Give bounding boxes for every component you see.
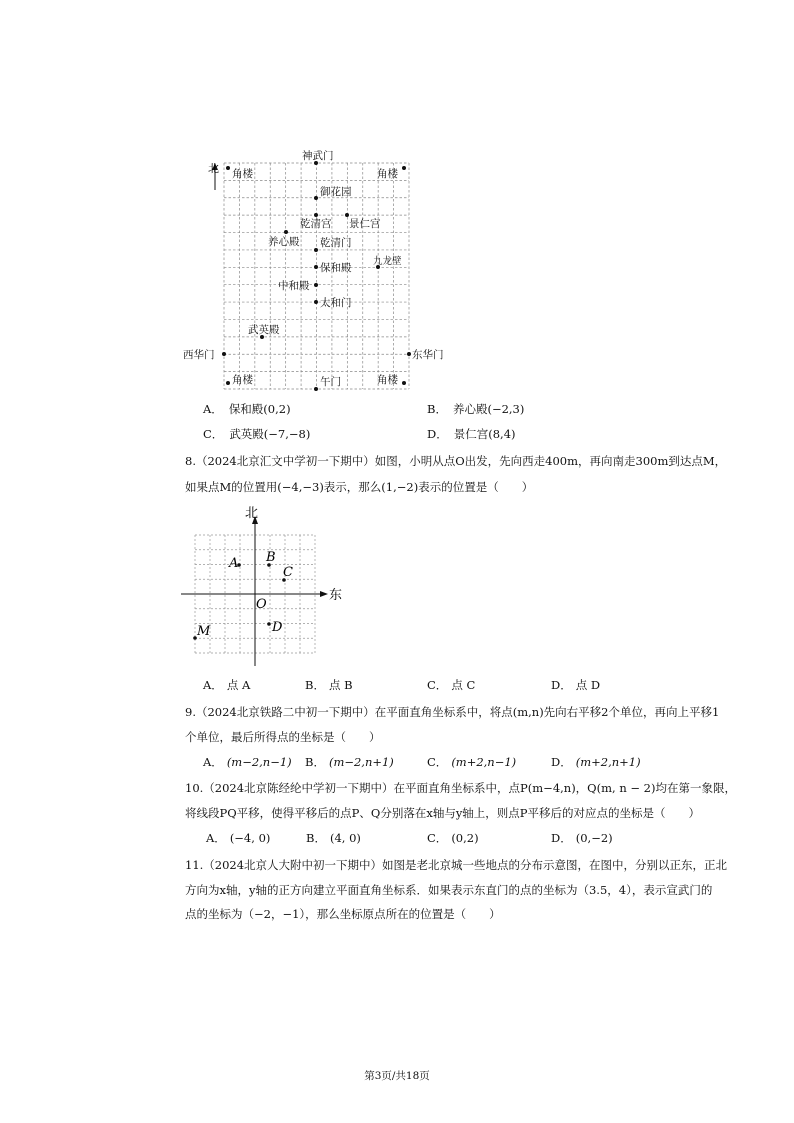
label-jiaolou-ne: 角楼 bbox=[377, 168, 398, 180]
label-baohedian: 保和殿 bbox=[320, 262, 352, 274]
q10-option-a[interactable]: A． (−4, 0) bbox=[206, 831, 271, 845]
label-yuhuayuan: 御花园 bbox=[320, 186, 352, 198]
q8-stem-line2: 如果点M的位置用(−4,−3)表示，那么(1,−2)表示的位置是（ ） bbox=[185, 480, 534, 494]
label-zhonghedian: 中和殿 bbox=[278, 280, 310, 292]
point-b-label: B bbox=[266, 550, 276, 565]
point-c-label: C bbox=[283, 565, 293, 580]
q7-option-a[interactable]: A． 保和殿(0,2) bbox=[203, 402, 291, 416]
q10-option-b[interactable]: B． (4, 0) bbox=[306, 831, 361, 845]
axis-north-label: 北 bbox=[245, 506, 259, 521]
q7-option-c[interactable]: C． 武英殿(−7,−8) bbox=[203, 427, 311, 441]
q8-coordinate-figure bbox=[180, 505, 350, 670]
q11-stem-line2: 方向为x轴，y轴的正方向建立平面直角坐标系．如果表示东直门的点的坐标为（3.5，4），表示宣武门的 bbox=[185, 883, 713, 897]
q10-option-c[interactable]: C． (0,2) bbox=[427, 831, 479, 845]
q9-option-c[interactable]: C． (m+2,n−1) bbox=[427, 755, 517, 769]
label-jiaolou-sw: 角楼 bbox=[232, 374, 253, 386]
q9-stem-line2: 个单位，最后所得点的坐标是（ ） bbox=[185, 730, 381, 744]
label-shenwumen: 神武门 bbox=[302, 150, 334, 162]
label-donghuamen: 东华门 bbox=[412, 349, 444, 361]
q7-option-b[interactable]: B． 养心殿(−2,3) bbox=[427, 402, 525, 416]
q11-stem-line1: 11.（2024北京人大附中初一下期中）如图是老北京城一些地点的分布示意图，在图中，分别以正东，正北 bbox=[185, 858, 728, 872]
q10-stem-line1: 10.（2024北京陈经纶中学初一下期中）在平面直角坐标系中，点P(m−4,n)，Q(m, n − 2)均在第一象限， bbox=[185, 781, 736, 795]
label-jiulongbi: 九龙壁 bbox=[373, 256, 402, 267]
point-m-label: M bbox=[197, 624, 211, 639]
q9-option-a[interactable]: A． (m−2,n−1) bbox=[203, 755, 292, 769]
label-wuyingdian: 武英殿 bbox=[248, 324, 280, 336]
q10-stem-line2: 将线段PQ平移，使得平移后的点P、Q分别落在x轴与y轴上，则点P平移后的对应点的坐标是（ ） bbox=[185, 806, 701, 820]
map-north-label: 北 bbox=[208, 162, 219, 175]
q9-option-b[interactable]: B． (m−2,n+1) bbox=[305, 755, 394, 769]
page-footer: 第3页/共18页 bbox=[364, 1070, 430, 1082]
axis-east-label: 东 bbox=[329, 588, 343, 603]
label-yangxindian: 养心殿 bbox=[268, 236, 300, 248]
q11-stem-line3: 点的坐标为（−2，−1），那么坐标原点所在的位置是（ ） bbox=[185, 907, 501, 921]
label-xihuamen: 西华门 bbox=[183, 349, 215, 361]
label-taihemen: 太和门 bbox=[320, 297, 352, 309]
label-jingrengong: 景仁宫 bbox=[349, 218, 381, 230]
q9-option-d[interactable]: D． (m+2,n+1) bbox=[551, 755, 641, 769]
q7-option-d[interactable]: D． 景仁宫(8,4) bbox=[427, 427, 516, 441]
q10-option-d[interactable]: D． (0,−2) bbox=[551, 831, 613, 845]
q8-option-a[interactable]: A． 点 A bbox=[203, 678, 251, 692]
point-o-label: O bbox=[256, 597, 267, 612]
point-d-label: D bbox=[272, 620, 283, 635]
palace-map-figure bbox=[170, 145, 450, 395]
q8-option-d[interactable]: D． 点 D bbox=[551, 678, 601, 692]
label-qianqingmen: 乾清门 bbox=[320, 237, 352, 249]
label-jiaolou-nw: 角楼 bbox=[232, 168, 253, 180]
label-wumen: 午门 bbox=[320, 376, 341, 388]
q8-option-b[interactable]: B． 点 B bbox=[305, 678, 353, 692]
q8-option-c[interactable]: C． 点 C bbox=[427, 678, 476, 692]
point-a-label: A bbox=[229, 556, 239, 571]
label-jiaolou-se: 角楼 bbox=[377, 374, 398, 386]
q8-stem-line1: 8.（2024北京汇文中学初一下期中）如图，小明从点O出发，先向西走400m，再向南走300m到达点M， bbox=[185, 454, 727, 468]
q9-stem-line1: 9.（2024北京铁路二中初一下期中）在平面直角坐标系中，将点(m,n)先向右平移2个单位，再向上平移1 bbox=[185, 705, 720, 719]
label-qianqinggong: 乾清宫 bbox=[300, 218, 332, 230]
